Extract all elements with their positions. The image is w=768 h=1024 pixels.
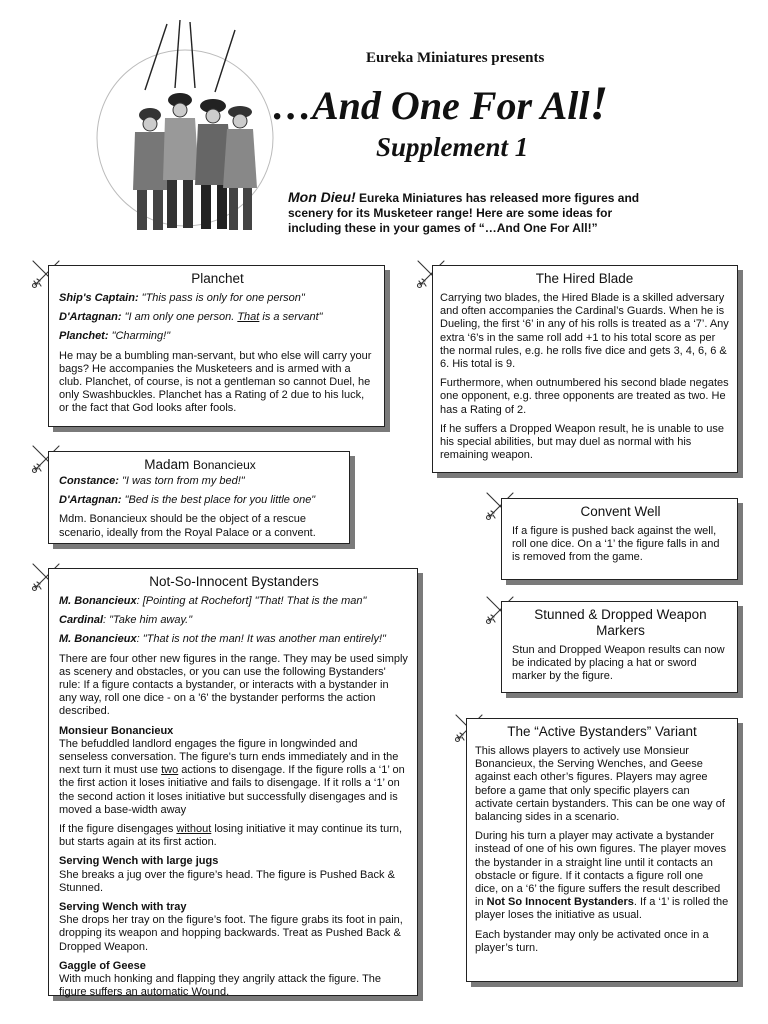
title-text: …And One For All [272, 83, 590, 128]
geese-section: Gaggle of Geese With much honking and flapping they angrily attack the figure. The figure suffers an automatic Wound. [59, 959, 382, 999]
quote-line: D'Artagnan: "I am only one person. That is a servant" [59, 311, 323, 324]
intro-text [288, 190, 668, 236]
musketeers-illustration [95, 20, 280, 260]
bystanders-title: Not-So-Innocent Bystanders [149, 574, 319, 589]
convent-well-body: If a figure is pushed back against the well, roll one dice. On a ‘1’ the figure falls in and is removed from the game. [512, 525, 720, 564]
convent-well-box [501, 498, 738, 580]
planchet-box [48, 265, 385, 427]
monsieur-disengage: If the figure disengages without losing initiative it may continue its turn, but starts again at its first action. [59, 823, 403, 849]
active-p3: Each bystander may only be activated once in a player’s turn. [475, 928, 709, 954]
hired-blade-p3: If he suffers a Dropped Weapon result, he is unable to use his special abilities, but may duel as normal with his remaining weapon. [440, 422, 724, 462]
presents-line: Eureka Miniatures presents [366, 50, 545, 66]
hired-blade-p2: Furthermore, when outnumbered his second blade negates one opponent, e.g. three opponents are treated as two. He has a Rating of 2. [440, 377, 729, 416]
active-p1: This allows players to actively use Monsieur Bonancieux, the Serving Wenches, and Geese against each other’s figures. Players may agree before a game that only specific players can activate certain bystanders. This can be one way of balancing sides in a scenario. [475, 745, 725, 824]
quote-line: Ship's Captain: "This pass is only for one person" [59, 292, 305, 304]
planchet-title: Planchet [191, 271, 244, 286]
markers-title: Stunned & Dropped Weapon Markers [534, 607, 707, 638]
jugs-section: Serving Wench with large jugs She breaks a jug over the figure’s head. The figure is Pushed Back & Stunned. [59, 855, 395, 894]
active-p2: During his turn a player may activate a bystander instead of one of his own figures. The player moves the bystander in a straight line until it contacts an obstacle or figure. If it contacts a figure roll one dice, on a ‘6’ the figure suffers the result described in Not So Innocent Bystanders. If a ‘1’ is rolled the player loses the initiative as usual. [475, 830, 729, 922]
quote-line: Cardinal: "Take him away." [59, 614, 193, 627]
markers-body: Stun and Dropped Weapon results can now be indicated by placing a hat or sword marker by the figure. [512, 644, 725, 683]
convent-well-title: Convent Well [580, 504, 661, 519]
hired-blade-p1: Carrying two blades, the Hired Blade is a skilled adversary and often accompanies the Cardinal’s Guards. When he is Dueling, the first ‘6’ in any of his rolls is treated as a ‘7’. Any extra ‘6’s in the same roll add +1 to his total score as per the normal rules, e.g. he rolls five dice and gets 3, 4, 6, 6 & 6. His total is 9. [440, 292, 729, 371]
tray-section: Serving Wench with tray She drops her tray on the figure’s foot. The figure grabs its foot in pain, dropping its weapon and hopping backwards. Treat as Pushed Back & Dropped Weapon. [59, 901, 403, 953]
active-bystanders-box [466, 718, 738, 982]
active-bystanders-title: The “Active Bystanders” Variant [507, 724, 697, 739]
planchet-quotes [59, 292, 376, 344]
quote-line: Constance: "I was torn from my bed!" [59, 475, 245, 487]
bystanders-intro: There are four other new figures in the range. They may be used simply as scenery and obstacles, or you can use the following Bystanders' rule: If a figure contacts a bystander, or interacts with a bystander in any way, roll one dice - on a '6' the bystander performs the action described. [59, 652, 408, 718]
planchet-body: He may be a bumbling man-servant, but who else will carry your bags? He accompanies the Musketeers and is armed with a club. Planchet, of course, is not a gentleman so cannot Duel, he only Swashbuckles. Planchet has a Rating of 2 due to his luck, or the fact that God looks after fools. [59, 349, 372, 415]
intro-lead: Mon Dieu! [288, 189, 356, 205]
quote-line: Planchet: "Charming!" [59, 330, 171, 343]
page-subtitle: Supplement 1 [376, 132, 529, 162]
monsieur-section: Monsieur Bonancieux The befuddled landlord engages the figure in longwinded and senseless conversation. The figure's turn ends immediately and in the next turn it must use two actions to disengage. If the figure rolls a ‘1’ on the first action it loses initiative and fails to disengage. If it rolls a ‘1’ on the second action it loses initiative but successfully disengages and is moved a base-width away [59, 724, 405, 816]
madam-box [48, 451, 350, 544]
page-title [272, 77, 609, 130]
bystanders-quotes [59, 595, 409, 647]
madam-title: Madam Bonancieux [144, 457, 256, 472]
quote-line: D'Artagnan: "Bed is the best place for you little one" [59, 494, 316, 507]
madam-body: Mdm. Bonancieux should be the object of a rescue scenario, ideally from the Royal Palace or a convent. [59, 513, 316, 539]
markers-box [501, 601, 738, 693]
quote-line: M. Bonancieux: "That is not the man! It was another man entirely!" [59, 633, 386, 646]
bystanders-box [48, 568, 418, 999]
hired-blade-box [432, 265, 738, 473]
intro-body: Eureka Miniatures has released more figures and scenery for its Musketeer range! Here are some ideas for including these in your games of “…And One For All!” [288, 191, 640, 235]
title-bang: ! [589, 77, 609, 130]
madam-quotes [59, 475, 341, 507]
quote-line: M. Bonancieux: [Pointing at Rochefort] "That! That is the man" [59, 595, 367, 607]
hired-blade-title: The Hired Blade [535, 271, 634, 286]
